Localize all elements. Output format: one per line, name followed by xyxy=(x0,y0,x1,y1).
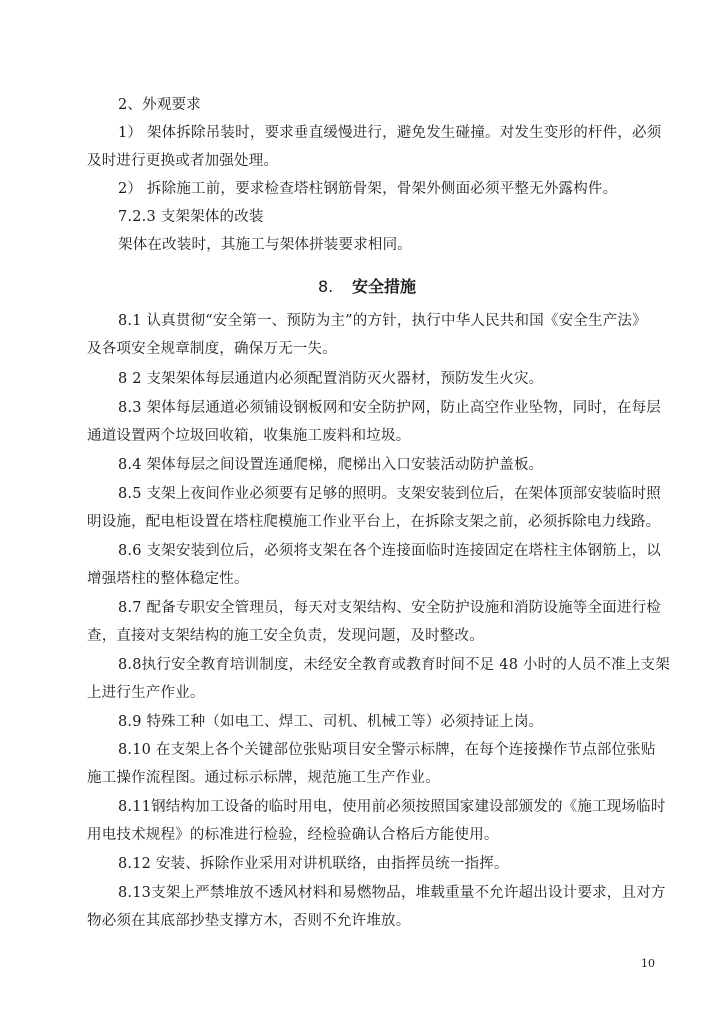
paragraph-line: 1） 架体拆除吊装时，要求垂直缓慢进行，避免发生碰撞。对发生变形的杆件，必须 xyxy=(118,125,662,141)
paragraph-line: 8.7 配备专职安全管理员，每天对支架结构、安全防护设施和消防设施等全面进行检 xyxy=(118,600,661,616)
paragraph-line: 物必须在其底部抄垫支撑方木，否则不允许堆放。 xyxy=(87,913,411,929)
paragraph-line: 8.10 在支架上各个关键部位张贴项目安全警示标牌，在每个连接操作节点部位张贴 xyxy=(118,742,656,758)
paragraph-line: 增强塔柱的整体稳定性。 xyxy=(87,571,249,587)
paragraph-line: 明设施，配电柜设置在塔柱爬模施工作业平台上，在拆除支架之前，必须拆除电力线路。 xyxy=(87,514,661,530)
paragraph-line: 8.5 支架上夜间作业必须要有足够的照明。支架安装到位后，在架体顶部安装临时照 xyxy=(118,486,661,502)
page-number: 10 xyxy=(641,957,655,970)
subheading-appearance-requirements: 2、外观要求 xyxy=(118,97,201,113)
paragraph-line: 8.12 安装、拆除作业采用对讲机联络，由指挥员统一指挥。 xyxy=(118,856,509,872)
section-heading xyxy=(318,276,416,298)
paragraph-line: 上进行生产作业。 xyxy=(87,685,205,701)
paragraph-line: 8.8执行安全教育培训制度，未经安全教育或教育时间不足 48 小时的人员不准上支架 xyxy=(118,657,670,673)
paragraph-line: 用电技术规程》的标准进行检验，经检验确认合格后方能使用。 xyxy=(87,827,499,843)
paragraph-line: 8.1 认真贯彻“安全第一、预防为主”的方针，执行中华人民共和国《安全生产法》 xyxy=(118,313,647,329)
paragraph-line: 2） 拆除施工前，要求检查塔柱钢筋骨架，骨架外侧面必须平整无外露构件。 xyxy=(118,181,618,197)
paragraph-line: 8.6 支架安装到位后，必须将支架在各个连接面临时连接固定在塔柱主体钢筋上，以 xyxy=(118,543,661,559)
paragraph-line: 通道设置两个垃圾回收箱，收集施工废料和垃圾。 xyxy=(87,428,411,444)
paragraph-line: 8 2 支架架体每层通道内必须配置消防灭火器材，预防发生火灾。 xyxy=(118,371,544,387)
subheading-7-2-3: 7.2.3 支架架体的改装 xyxy=(118,209,264,225)
paragraph-line: 8.11钢结构加工设备的临时用电，使用前必须按照国家建设部颁发的《施工现场临时 xyxy=(118,799,666,815)
paragraph-line: 8.9 特殊工种（如电工、焊工、司机、机械工等）必须持证上岗。 xyxy=(118,714,544,730)
paragraph-line: 查，直接对支架结构的施工安全负责，发现问题，及时整改。 xyxy=(87,628,484,644)
paragraph-line: 施工操作流程图。通过标示标牌，规范施工生产作业。 xyxy=(87,770,440,786)
paragraph-line: 8.4 架体每层之间设置连通爬梯，爬梯出入口安装活动防护盖板。 xyxy=(118,457,544,473)
paragraph-line: 及各项安全规章制度，确保万无一失。 xyxy=(87,341,337,357)
paragraph-line: 8.13支架上严禁堆放不透风材料和易燃物品，堆载重量不允许超出设计要求，且对方 xyxy=(118,885,666,901)
paragraph-line: 架体在改装时，其施工与架体拼装要求相同。 xyxy=(118,237,412,253)
section-title: 安全措施 xyxy=(352,277,417,296)
section-number: 8. xyxy=(318,277,334,296)
paragraph-line: 及时进行更换或者加强处理。 xyxy=(87,153,279,169)
paragraph-line: 8.3 架体每层通道必须铺设钢板网和安全防护网，防止高空作业坠物，同时，在每层 xyxy=(118,400,661,416)
